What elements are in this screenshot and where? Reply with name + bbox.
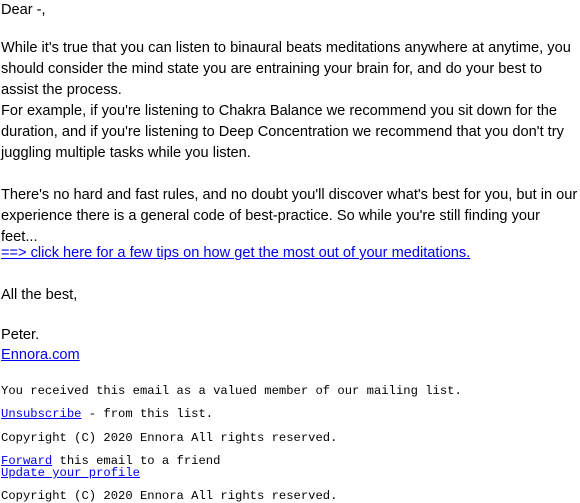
signature: Peter. — [1, 327, 40, 343]
update-profile-row — [1, 467, 140, 479]
unsubscribe-row — [1, 408, 213, 420]
site-paragraph — [1, 345, 80, 366]
closing: All the best, — [1, 287, 78, 303]
unsubscribe-link[interactable]: Unsubscribe — [1, 407, 82, 421]
greeting: Dear -, — [1, 2, 46, 18]
forward-link[interactable]: Forward — [1, 454, 53, 468]
paragraph-intro: While it's true that you can listen to binaural beats meditations anywhere at anytime, you should consider the mind state you are entraining your brain for, and do your best to assist the process. — [1, 40, 571, 98]
unsubscribe-suffix: - from this list. — [81, 407, 214, 421]
site-link[interactable]: Ennora.com — [1, 347, 80, 363]
paragraph-best-practice: There's no hard and fast rules, and no doubt you'll discover what's best for you, but in our experience there is a general code of best-practice. So while you're still finding your feet... — [1, 187, 578, 245]
paragraph-example: For example, if you're listening to Chakra Balance we recommend you sit down for the duration, and if you're listening to Deep Concentration we recommend that you don't try juggling multiple tasks while you listen. — [1, 103, 564, 161]
tips-paragraph — [1, 243, 470, 264]
tips-link[interactable]: ==> click here for a few tips on how get the most out of your meditations. — [1, 245, 471, 261]
update-profile-link[interactable]: Update your profile — [1, 466, 140, 480]
copyright-notice: Copyright (C) 2020 Ennora All rights reserved. — [1, 431, 338, 445]
copyright-notice-repeat: Copyright (C) 2020 Ennora All rights reserved. — [1, 489, 338, 503]
forward-suffix: this email to a friend — [52, 454, 221, 468]
member-note: You received this email as a valued member of our mailing list. — [1, 384, 462, 398]
